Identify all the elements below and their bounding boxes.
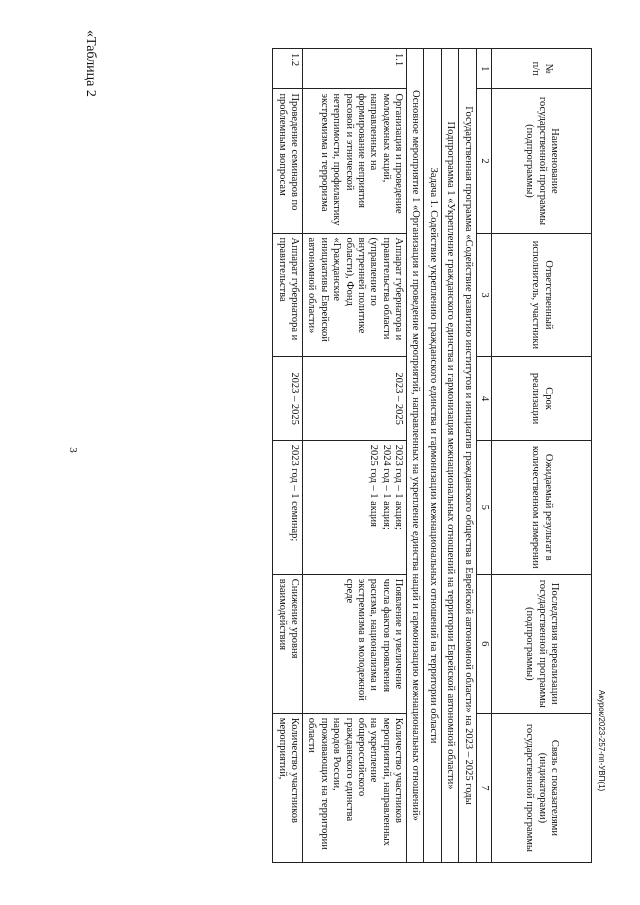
row-name: Организация и проведение молодежных акций, направленных на формирование неприятия расовой и этнической нетерпимости, профилактику экстремизма и терроризма bbox=[303, 89, 407, 233]
row-term: 2023 – 2025 bbox=[303, 357, 407, 440]
row-executor: Аппарат губернатора и правительства bbox=[273, 233, 303, 357]
row-name: Проведение семинаров по проблемным вопросам bbox=[273, 89, 303, 233]
header-cell: № п/п bbox=[492, 49, 592, 89]
row-result: 2023 год – 1 акция; 2024 год – 1 акция; 2025 год – 1 акция bbox=[303, 440, 407, 574]
task-row bbox=[424, 49, 441, 863]
page-number: 3 bbox=[66, 447, 79, 453]
header-cell: Последствия нереализации государственной программы (подпрограммы) bbox=[492, 574, 592, 713]
header-cell: Ответственный исполнитель, участники bbox=[492, 233, 592, 357]
header-cell: Ожидаемый результат в количественном измерении bbox=[492, 440, 592, 574]
header-cell: Связь с показателями (индикаторами) государственной программы bbox=[492, 713, 592, 862]
table-caption: «Таблица 2 bbox=[83, 30, 98, 97]
footer-code: Акурок/2023-257-пп-УВП(1) bbox=[597, 690, 606, 792]
column-number-row bbox=[476, 49, 491, 863]
header-cell: Срок реализации bbox=[492, 357, 592, 440]
column-number: 1 bbox=[476, 49, 491, 89]
row-number: 1.1 bbox=[303, 49, 407, 89]
header-row bbox=[492, 49, 592, 863]
row-executor: Аппарат губернатора и правительства области (управление по внутренней политике области), Фонд «Гражданские инициативы Еврейской автономной области» bbox=[303, 233, 407, 357]
table-row bbox=[303, 49, 407, 863]
task-title: Задача 1. Содействие укреплению гражданского единства и гармонизации межнациональных отношений на территории области bbox=[424, 49, 441, 863]
program-title: Государственная программа «Содействие развитию институтов и инициатив гражданского общества в Еврейской автономной области» на 2023 – 2025 годы bbox=[459, 49, 476, 863]
header-cell: Наименование государственной программы (подпрограммы) bbox=[492, 89, 592, 233]
subprogram-title: Подпрограмма 1 «Укрепление гражданского единства и гармонизация межнациональных отношений на территории Еврейской автономной области» bbox=[441, 49, 458, 863]
main-event-row bbox=[407, 49, 424, 863]
row-term: 2023 – 2025 bbox=[273, 357, 303, 440]
rotated-table-container bbox=[117, 48, 592, 863]
row-result: 2023 год – 1 семинар; bbox=[273, 440, 303, 574]
program-table bbox=[272, 48, 592, 863]
program-row bbox=[459, 49, 476, 863]
main-event-title: Основное мероприятие 1 «Организация и проведение мероприятий, направленных на укрепление единства наций и гармонизацию межнациональных отношений» bbox=[407, 49, 424, 863]
column-number: 4 bbox=[476, 357, 491, 440]
row-consequences: Снижение уровня взаимодействия bbox=[273, 574, 303, 713]
column-number: 3 bbox=[476, 233, 491, 357]
subprogram-row bbox=[441, 49, 458, 863]
row-link: Количество участников мероприятий, bbox=[273, 713, 303, 862]
row-number: 1.2 bbox=[273, 49, 303, 89]
column-number: 6 bbox=[476, 574, 491, 713]
row-consequences: Появление и увеличение числа фактов проявления расизма, национализма и экстремизма в молодежной среде bbox=[303, 574, 407, 713]
column-number: 5 bbox=[476, 440, 491, 574]
row-link: Количество участников мероприятий, направленных на укрепление общероссийского гражданского единства народов России, проживающих на территории области bbox=[303, 713, 407, 862]
table-row bbox=[273, 49, 303, 863]
column-number: 2 bbox=[476, 89, 491, 233]
column-number: 7 bbox=[476, 713, 491, 862]
